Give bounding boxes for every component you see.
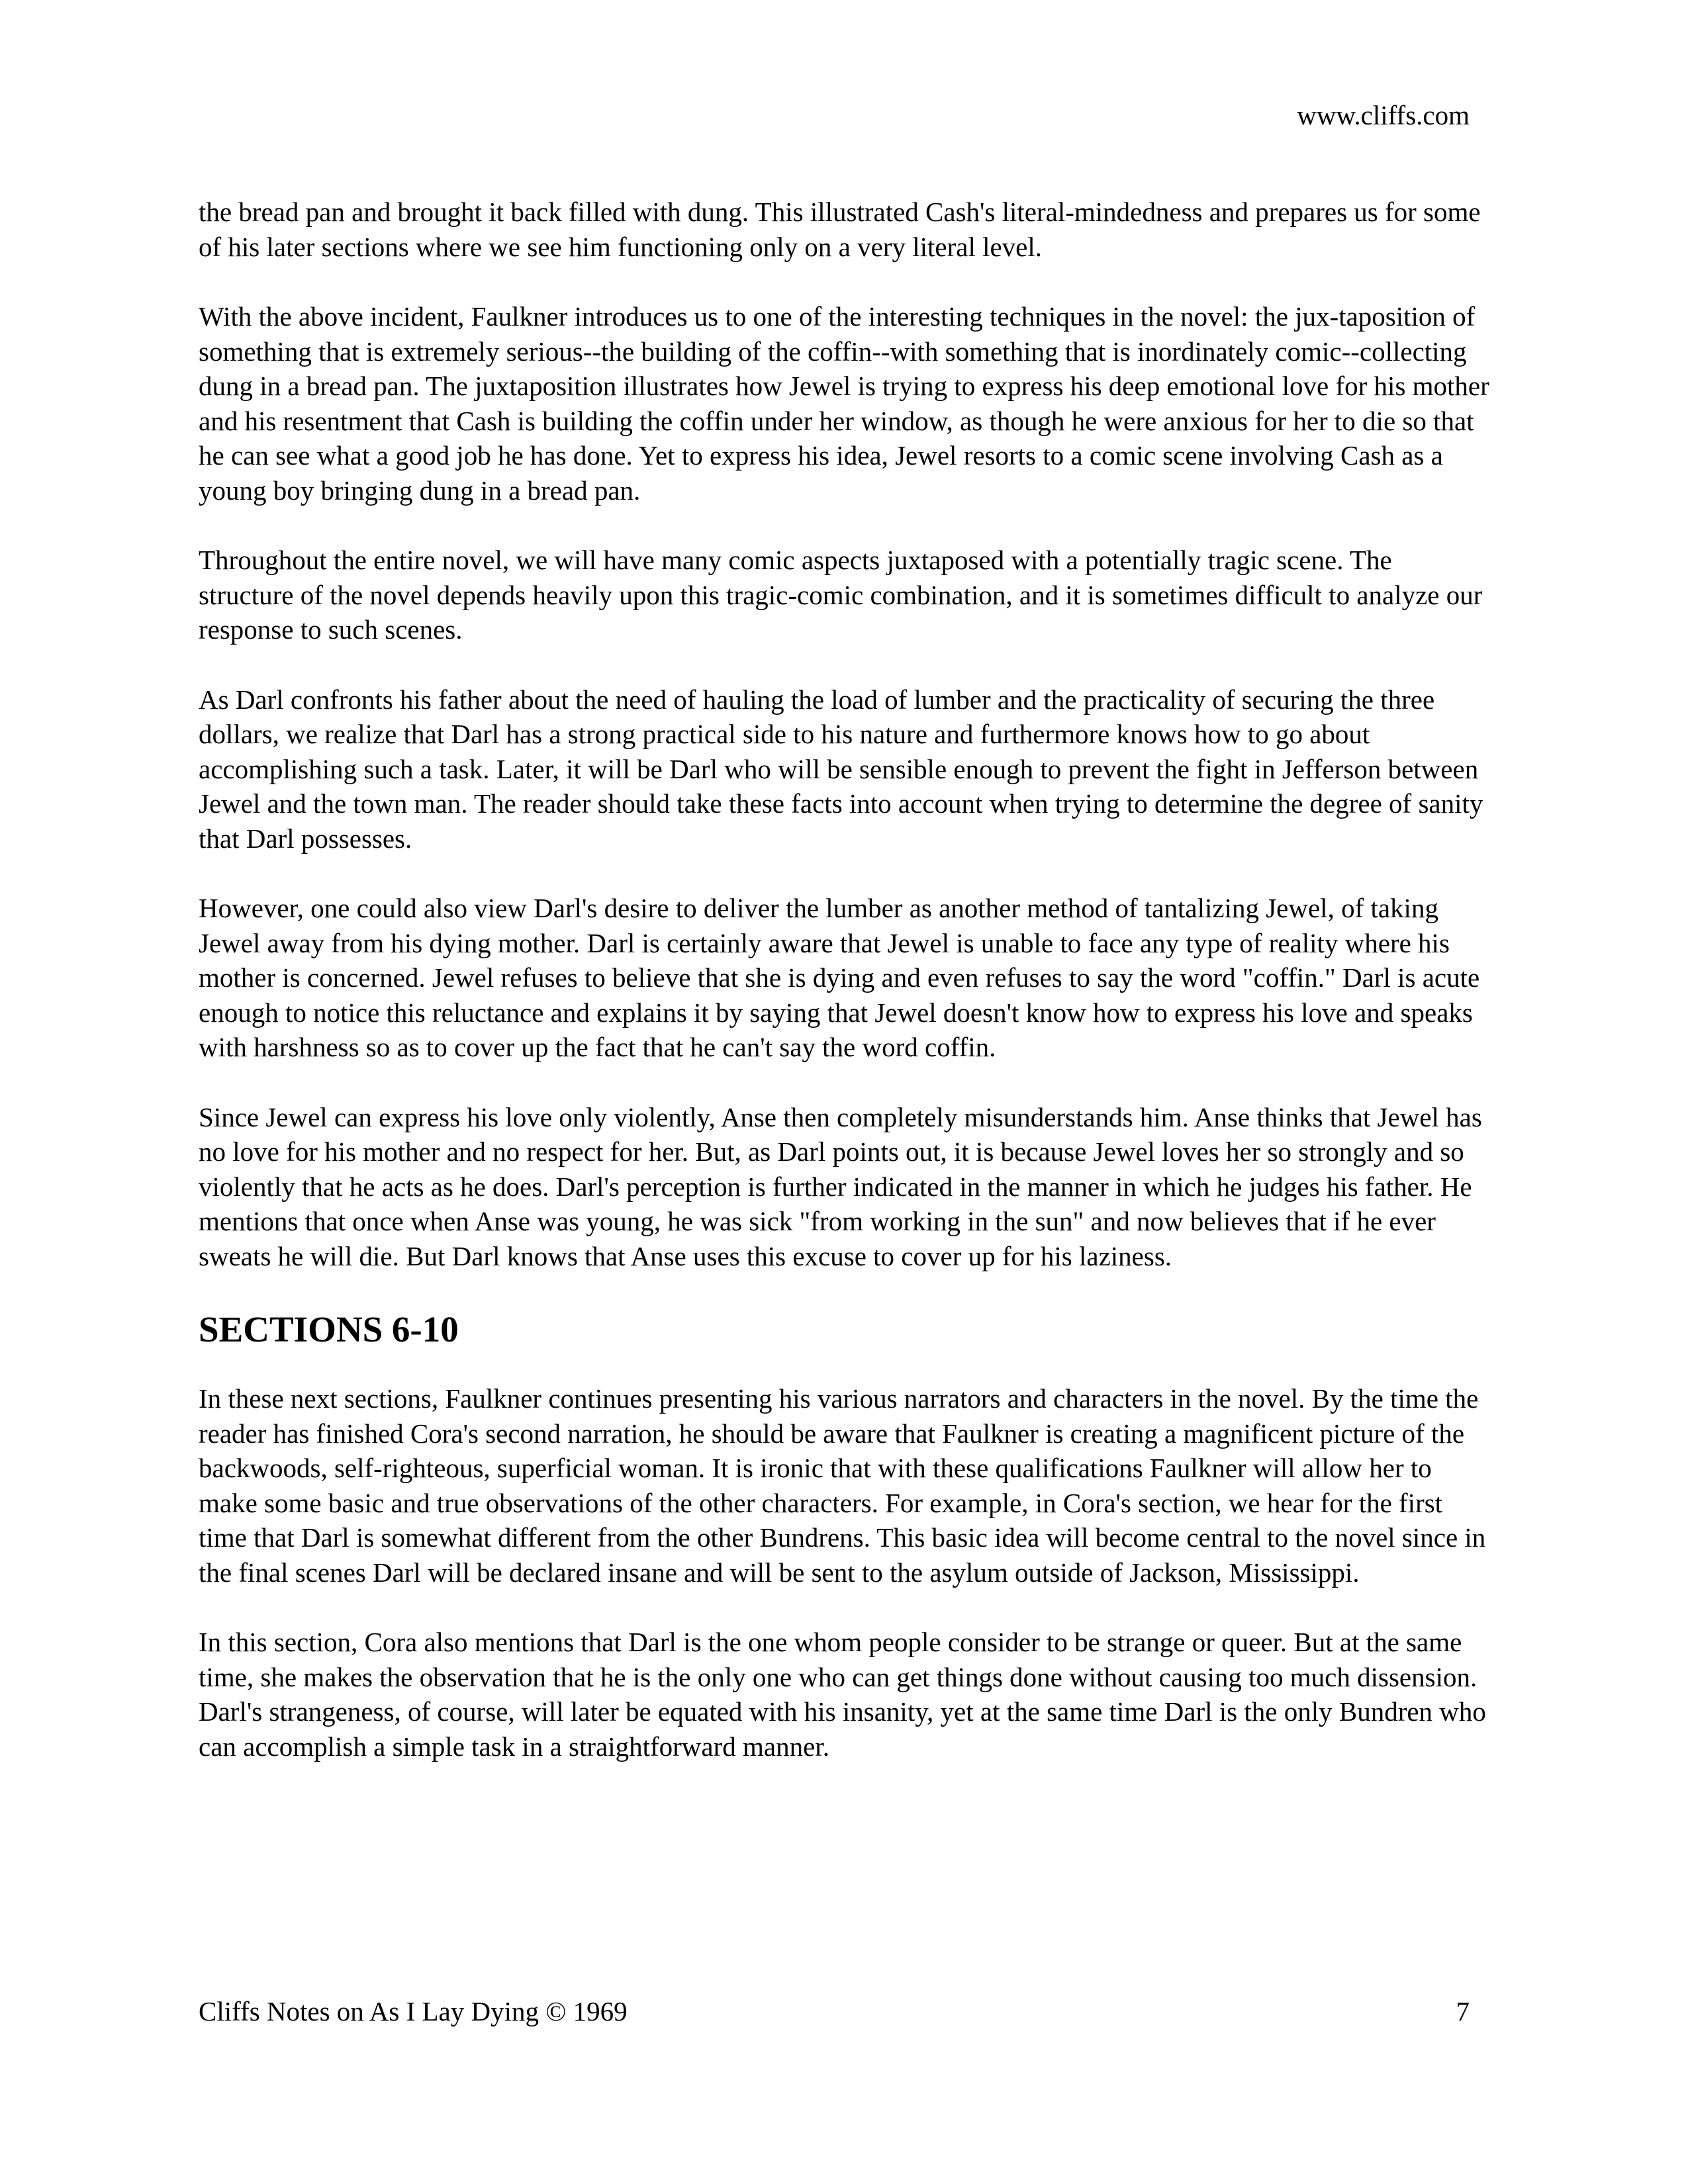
body-paragraph: In this section, Cora also mentions that Darl is the one whom people consider to be strange or queer. But at the same time, she makes the observation that he is the only one who can get things done without causing too much dissension. Darl's strangeness, of course, will later be equated with his insanity, yet at the same time Darl is the only Bundren who can accomplish a simple task in a straightforward manner. [199,1627,1486,1762]
footer-title: Cliffs Notes on As I Lay Dying © 1969 [199,1996,628,2026]
body-paragraph: With the above incident, Faulkner introduces us to one of the interesting techniques in the novel: the jux-taposition of something that is extremely serious--the building of the coffin--with something that is inordinately comic--collecting dung in a bread pan. The juxtaposition illustrates how Jewel is trying to express his deep emotional love for his mother and his resentment that Cash is building the coffin under her window, as though he were anxious for her to die so that he can see what a good job he has done. Yet to express his idea, Jewel resorts to a comic scene involving Cash as a young boy bringing dung in a bread pan. [199,301,1489,506]
body-paragraph: In these next sections, Faulkner continues presenting his various narrators and characters in the novel. By the time the reader has finished Cora's second narration, he should be aware that Faulkner is creating a magnificent picture of the backwoods, self-righteous, superficial woman. It is ironic that with these qualifications Faulkner will allow her to make some basic and true observations of the other characters. For example, in Cora's section, we hear for the first time that Darl is somewhat different from the other Bundrens. This basic idea will become central to the novel since in the final scenes Darl will be declared insane and will be sent to the asylum outside of Jackson, Mississippi. [199,1383,1486,1588]
body-paragraph: Throughout the entire novel, we will have many comic aspects juxtaposed with a potentially tragic scene. The structure of the novel depends heavily upon this tragic-comic combination, and it is sometimes difficult to analyze our response to such scenes. [199,545,1483,645]
body-paragraph: the bread pan and brought it back filled with dung. This illustrated Cash's literal-mindedness and prepares us for some of his later sections where we see him functioning only on a very literal level. [199,197,1481,262]
header-url: www.cliffs.com [1297,100,1470,130]
section-heading: SECTIONS 6-10 [199,1309,459,1349]
body-paragraph: Since Jewel can express his love only violently, Anse then completely misunderstands him. Anse thinks that Jewel has no love for his mother and no respect for her. But, as Darl points out, it is because Jewel loves her so strongly and so violently that he acts as he does. Darl's perception is further indicated in the manner in which he judges his father. He mentions that once when Anse was young, he was sick "from working in the sun" and now believes that if he ever sweats he will die. But Darl knows that Anse uses this excuse to cover up for his laziness. [199,1101,1482,1271]
page-number: 7 [1456,1996,1470,2026]
page-body [199,195,1489,1799]
body-paragraph: However, one could also view Darl's desire to deliver the lumber as another method of tantalizing Jewel, of taking Jewel away from his dying mother. Darl is certainly aware that Jewel is unable to face any type of reality where his mother is concerned. Jewel refuses to believe that she is dying and even refuses to say the word "coffin." Darl is acute enough to notice this reluctance and explains it by saying that Jewel doesn't know how to express his love and speaks with harshness so as to cover up the fact that he can't say the word coffin. [199,893,1480,1062]
body-paragraph: As Darl confronts his father about the need of hauling the load of lumber and the practicality of securing the three dollars, we realize that Darl has a strong practical side to his nature and furthermore knows how to go about accomplishing such a task. Later, it will be Darl who will be sensible enough to prevent the fight in Jefferson between Jewel and the town man. The reader should take these facts into account when trying to determine the degree of sanity that Darl possesses. [199,684,1483,854]
